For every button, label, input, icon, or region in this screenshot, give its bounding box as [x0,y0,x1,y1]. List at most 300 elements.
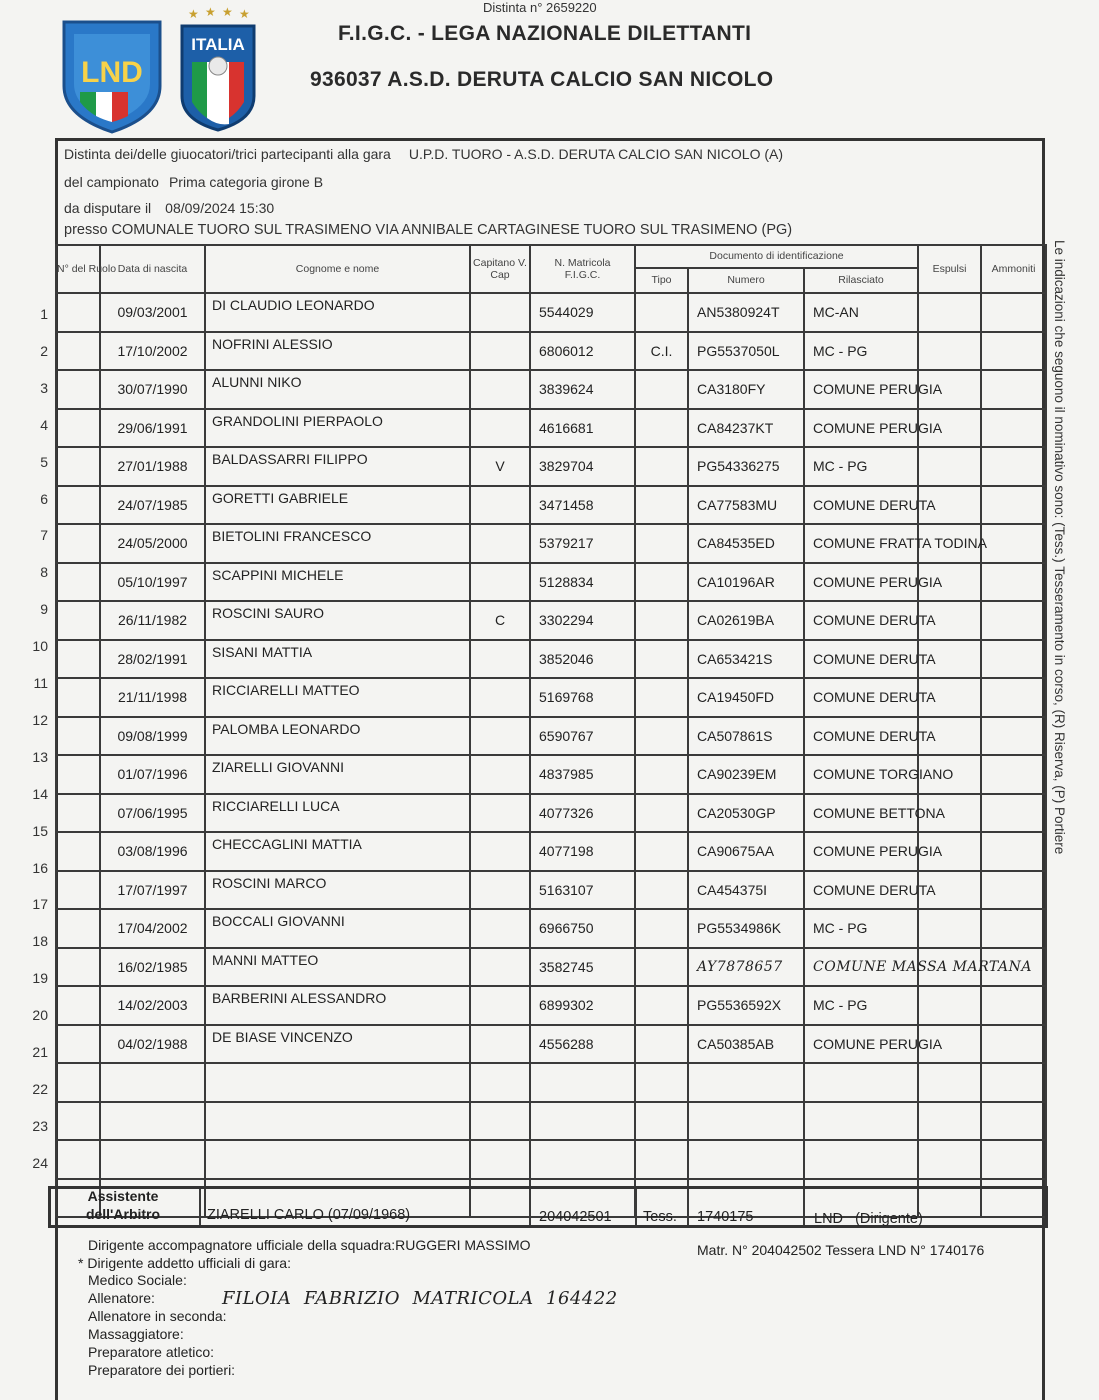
doc-issuer: COMUNE PERUGIA [804,1025,918,1064]
doc-type [635,794,688,833]
birth-date: 30/07/1990 [100,370,205,409]
matricola: 4077198 [530,832,635,871]
player-name: BARBERINI ALESSANDRO [205,986,470,1025]
player-name: BALDASSARRI FILIPPO [205,447,470,486]
ammoniti-cell [981,332,1046,371]
doc-number: CA50385AB [688,1025,804,1064]
captain-mark [470,948,530,987]
doc-issuer: COMUNE DERUTA [804,717,918,756]
table-row [56,601,1046,640]
table-row [56,409,1046,448]
doc-number: AY7878657 [688,948,804,987]
medico-line: Medico Sociale: [88,1272,187,1288]
table-row [56,524,1046,563]
player-name: ZIARELLI GIOVANNI [205,755,470,794]
table-row [56,909,1046,948]
doc-type [635,563,688,602]
ammoniti-cell [981,370,1046,409]
birth-date: 17/04/2002 [100,909,205,948]
assistant-label: Assistente dell'Arbitro [85,1188,161,1222]
matricola: 6899302 [530,986,635,1025]
captain-mark [470,409,530,448]
birth-date: 09/08/1999 [100,717,205,756]
birth-date: 27/01/1988 [100,447,205,486]
player-name: RICCIARELLI MATTEO [205,678,470,717]
championship-value: Prima categoria girone B [168,174,324,190]
assistant-tess: 1740175 [697,1209,754,1225]
birth-date [100,1063,205,1102]
player-name [205,1063,470,1102]
dirigente-line: Dirigente accompagnatore ufficiale della squadra:RUGGERI MASSIMO [88,1237,531,1253]
venue-value: COMUNALE TUORO SUL TRASIMENO VIA ANNIBALE CARTAGINESE TUORO SUL TRASIMENO (PG) [111,222,793,238]
doc-number: CA454375I [688,871,804,910]
captain-mark [470,717,530,756]
doc-number: CA84237KT [688,409,804,448]
ammoniti-cell [981,1102,1046,1141]
ruolo-cell [56,486,100,525]
doc-issuer: COMUNE PERUGIA [804,409,918,448]
championship-label: del campionato [64,174,159,190]
lnd-logo [60,16,164,136]
match-label: Distinta dei/delle giuocatori/trici partecipanti alla gara [64,146,391,162]
doc-number: CA90239EM [688,755,804,794]
doc-issuer: COMUNE MASSA MARTANA [804,948,918,987]
birth-date: 17/10/2002 [100,332,205,371]
captain-mark [470,871,530,910]
table-row [56,370,1046,409]
doc-type [635,524,688,563]
player-name: GRANDOLINI PIERPAOLO [205,409,470,448]
row-number: 13 [32,748,48,765]
doc-type [635,678,688,717]
table-row [56,1140,1046,1179]
birth-date: 09/03/2001 [100,293,205,332]
doc-issuer: MC - PG [804,447,918,486]
birth-date: 05/10/1997 [100,563,205,602]
doc-issuer: COMUNE DERUTA [804,871,918,910]
player-name: DE BIASE VINCENZO [205,1025,470,1064]
ammoniti-cell [981,1140,1046,1179]
row-number: 15 [32,822,48,839]
birth-date: 03/08/1996 [100,832,205,871]
doc-type [635,293,688,332]
row-number: 14 [32,785,48,802]
table-row [56,293,1046,332]
col-nascita: Data di nascita [100,245,205,293]
matricola: 3471458 [530,486,635,525]
captain-mark [470,794,530,833]
captain-mark [470,986,530,1025]
matricola: 4616681 [530,409,635,448]
doc-type [635,948,688,987]
birth-date: 24/05/2000 [100,524,205,563]
table-row [56,332,1046,371]
col-ammoniti: Ammoniti [981,245,1046,293]
doc-number [688,1063,804,1102]
ammoniti-cell [981,909,1046,948]
col-tipo: Tipo [635,268,688,293]
dirigente-matr: Matr. N° 204042502 Tessera LND N° 1740176 [697,1242,985,1258]
italia-logo [176,4,260,134]
player-name: ROSCINI SAURO [205,601,470,640]
assistant-matricola: 204042501 [539,1209,612,1225]
row-number: 3 [40,379,48,396]
espulsi-cell [918,1140,981,1179]
table-row [56,717,1046,756]
players-table [55,244,1047,1218]
assistant-tess-label: Tess. [643,1209,677,1225]
matricola: 4837985 [530,755,635,794]
doc-number [688,1140,804,1179]
row-number: 23 [32,1117,48,1134]
matricola [530,1102,635,1141]
birth-date: 29/06/1991 [100,409,205,448]
captain-mark [470,524,530,563]
doc-issuer [804,1140,918,1179]
captain-mark [470,678,530,717]
ruolo-cell [56,678,100,717]
row-number: 2 [40,342,48,359]
allenatore-line: Allenatore: [88,1290,155,1306]
birth-date: 01/07/1996 [100,755,205,794]
row-number: 7 [40,527,48,544]
ammoniti-cell [981,563,1046,602]
col-numero: Numero [688,268,804,293]
birth-date: 24/07/1985 [100,486,205,525]
player-name: BOCCALI GIOVANNI [205,909,470,948]
matricola: 5169768 [530,678,635,717]
birth-date: 26/11/1982 [100,601,205,640]
captain-mark [470,755,530,794]
table-row [56,832,1046,871]
player-name [205,1140,470,1179]
doc-type [635,1140,688,1179]
espulsi-cell [918,447,981,486]
ammoniti-cell [981,986,1046,1025]
venue-label: presso [64,222,108,238]
ammoniti-cell [981,524,1046,563]
ruolo-cell [56,1025,100,1064]
ruolo-cell [56,1063,100,1102]
doc-issuer: MC - PG [804,332,918,371]
col-rilasciato: Rilasciato [804,268,918,293]
doc-number: CA10196AR [688,563,804,602]
row-number: 5 [40,453,48,470]
player-name: ROSCINI MARCO [205,871,470,910]
captain-mark [470,486,530,525]
row-number: 10 [32,638,48,655]
addetto-line: * Dirigente addetto ufficiali di gara: [78,1255,291,1271]
espulsi-cell [918,332,981,371]
col-ruolo: N° del Ruolo [56,245,100,293]
captain-mark [470,370,530,409]
doc-type [635,486,688,525]
preparatore-portieri-line: Preparatore dei portieri: [88,1362,236,1378]
player-name: GORETTI GABRIELE [205,486,470,525]
ammoniti-cell [981,640,1046,679]
match-line [64,146,783,162]
doc-number: PG5537050L [688,332,804,371]
matricola [530,1063,635,1102]
doc-number: CA20530GP [688,794,804,833]
doc-number: PG54336275 [688,447,804,486]
svg-text:★: ★ [205,5,216,19]
doc-type [635,409,688,448]
table-row [56,948,1046,987]
doc-type [635,755,688,794]
matricola: 5163107 [530,871,635,910]
matricola: 3829704 [530,447,635,486]
championship-line [64,174,323,190]
doc-issuer: MC - PG [804,986,918,1025]
assistant-name: ZIARELLI CARLO (07/09/1968) [207,1207,411,1223]
espulsi-cell [918,909,981,948]
birth-date: 28/02/1991 [100,640,205,679]
row-number: 1 [40,306,48,322]
birth-date: 21/11/1998 [100,678,205,717]
ruolo-cell [56,948,100,987]
ammoniti-cell [981,293,1046,332]
matricola: 3852046 [530,640,635,679]
row-number: 20 [32,1007,48,1024]
ruolo-cell [56,1140,100,1179]
birth-date: 04/02/1988 [100,1025,205,1064]
doc-issuer: COMUNE DERUTA [804,486,918,525]
matricola: 4556288 [530,1025,635,1064]
captain-mark: C [470,601,530,640]
table-row [56,447,1046,486]
row-number: 21 [32,1044,48,1060]
lnd-logo-text: LND [81,56,143,89]
doc-number: CA90675AA [688,832,804,871]
doc-issuer: COMUNE DERUTA [804,601,918,640]
birth-date: 16/02/1985 [100,948,205,987]
captain-mark [470,332,530,371]
allenatore-value: FILOIA FABRIZIO MATRICOLA 164422 [222,1288,618,1309]
allenatore-seconda-line: Allenatore in seconda: [88,1308,227,1324]
row-number: 6 [40,490,48,507]
doc-issuer [804,1063,918,1102]
birth-date: 14/02/2003 [100,986,205,1025]
ammoniti-cell [981,1025,1046,1064]
ammoniti-cell [981,755,1046,794]
ammoniti-cell [981,486,1046,525]
assistant-role: LND (Dirigente) [814,1211,923,1227]
espulsi-cell [918,986,981,1025]
doc-type [635,832,688,871]
ruolo-cell [56,794,100,833]
club-title: 936037 A.S.D. DERUTA CALCIO SAN NICOLO [310,68,774,91]
doc-number: CA507861S [688,717,804,756]
doc-number: CA84535ED [688,524,804,563]
ruolo-cell [56,832,100,871]
svg-text:★: ★ [239,7,250,21]
player-name: SISANI MATTIA [205,640,470,679]
date-value: 08/09/2024 15:30 [165,200,275,216]
player-name: DI CLAUDIO LEONARDO [205,293,470,332]
col-matricola: N. Matricola F.I.G.C. [530,245,635,293]
federation-title: F.I.G.C. - LEGA NAZIONALE DILETTANTI [338,22,752,45]
player-name: BIETOLINI FRANCESCO [205,524,470,563]
doc-number [688,1102,804,1141]
match-value: U.P.D. TUORO - A.S.D. DERUTA CALCIO SAN NICOLO (A) [408,146,784,162]
matricola: 6966750 [530,909,635,948]
ruolo-cell [56,909,100,948]
doc-type [635,717,688,756]
doc-number: CA653421S [688,640,804,679]
matricola: 6806012 [530,332,635,371]
row-number: 24 [32,1154,48,1171]
ammoniti-cell [981,601,1046,640]
venue-line [64,222,792,238]
row-number: 22 [32,1080,48,1097]
row-number: 18 [32,933,48,950]
ruolo-cell [56,871,100,910]
ammoniti-cell [981,409,1046,448]
massaggiatore-line: Massaggiatore: [88,1326,184,1342]
doc-type [635,1063,688,1102]
doc-issuer: COMUNE BETTONA [804,794,918,833]
player-name: RICCIARELLI LUCA [205,794,470,833]
date-label: da disputare il [64,200,152,216]
ruolo-cell [56,524,100,563]
player-name: ALUNNI NIKO [205,370,470,409]
doc-number: AN5380924T [688,293,804,332]
doc-issuer: MC - PG [804,909,918,948]
col-documento: Documento di identificazione [635,245,918,268]
col-espulsi: Espulsi [918,245,981,293]
date-line [64,200,274,216]
birth-date [100,1102,205,1141]
doc-number: CA77583MU [688,486,804,525]
ruolo-cell [56,640,100,679]
ammoniti-cell [981,871,1046,910]
ruolo-cell [56,447,100,486]
ruolo-cell [56,717,100,756]
matricola: 3839624 [530,370,635,409]
matricola: 3302294 [530,601,635,640]
doc-number: CA3180FY [688,370,804,409]
matricola: 3582745 [530,948,635,987]
captain-mark [470,640,530,679]
sidebar-note: Le indicazioni che seguono il nominativo sono: (Tess.) Tesseramento in corso, (R) Riserva, (P) Portiere [1052,240,1067,855]
ruolo-cell [56,293,100,332]
ruolo-cell [56,601,100,640]
captain-mark [470,563,530,602]
birth-date: 17/07/1997 [100,871,205,910]
doc-type [635,1102,688,1141]
doc-type [635,601,688,640]
ruolo-cell [56,1102,100,1141]
ruolo-cell [56,332,100,371]
ruolo-cell [56,370,100,409]
matricola: 5128834 [530,563,635,602]
table-row [56,794,1046,833]
captain-mark [470,1140,530,1179]
ammoniti-cell [981,1063,1046,1102]
row-number: 9 [40,601,48,618]
player-name: SCAPPINI MICHELE [205,563,470,602]
birth-date [100,1140,205,1179]
table-row [56,1102,1046,1141]
doc-type [635,447,688,486]
captain-mark [470,909,530,948]
doc-issuer: COMUNE DERUTA [804,640,918,679]
espulsi-cell [918,1063,981,1102]
col-nome: Cognome e nome [205,245,470,293]
doc-type [635,986,688,1025]
doc-issuer: COMUNE PERUGIA [804,832,918,871]
matricola: 6590767 [530,717,635,756]
ruolo-cell [56,986,100,1025]
players-body [56,293,1046,1217]
doc-type [635,370,688,409]
doc-issuer: COMUNE FRATTA TODINA [804,524,918,563]
captain-mark [470,293,530,332]
table-row [56,1025,1046,1064]
col-capitano: Capitano V. Cap [470,245,530,293]
ammoniti-cell [981,447,1046,486]
distinta-number: Distinta n° 2659220 [483,0,597,15]
doc-type [635,1025,688,1064]
doc-number: CA02619BA [688,601,804,640]
doc-number: PG5536592X [688,986,804,1025]
doc-issuer: COMUNE DERUTA [804,678,918,717]
captain-mark: V [470,447,530,486]
row-number: 16 [32,859,48,876]
captain-mark [470,1102,530,1141]
row-number: 12 [32,711,48,728]
doc-number: CA19450FD [688,678,804,717]
row-number: 11 [33,675,48,691]
player-name: CHECCAGLINI MATTIA [205,832,470,871]
matricola: 4077326 [530,794,635,833]
player-name [205,1102,470,1141]
table-row [56,1063,1046,1102]
captain-mark [470,1063,530,1102]
ruolo-cell [56,563,100,602]
row-number: 19 [32,970,48,987]
ammoniti-cell [981,717,1046,756]
ruolo-cell [56,409,100,448]
italia-logo-text: ITALIA [191,35,245,54]
table-row [56,640,1046,679]
doc-issuer: MC-AN [804,293,918,332]
svg-text:★: ★ [222,5,233,19]
ammoniti-cell [981,678,1046,717]
row-number: 8 [40,564,48,581]
table-row [56,871,1046,910]
doc-issuer [804,1102,918,1141]
row-number: 4 [40,416,48,433]
matricola: 5544029 [530,293,635,332]
doc-type [635,640,688,679]
preparatore-line: Preparatore atletico: [88,1344,215,1360]
ruolo-cell [56,755,100,794]
table-row [56,986,1046,1025]
matricola [530,1140,635,1179]
doc-type [635,909,688,948]
ammoniti-cell [981,832,1046,871]
birth-date: 07/06/1995 [100,794,205,833]
table-row [56,678,1046,717]
espulsi-cell [918,1102,981,1141]
captain-mark [470,1025,530,1064]
doc-type [635,871,688,910]
table-row [56,486,1046,525]
doc-issuer: COMUNE TORGIANO [804,755,918,794]
player-name: NOFRINI ALESSIO [205,332,470,371]
